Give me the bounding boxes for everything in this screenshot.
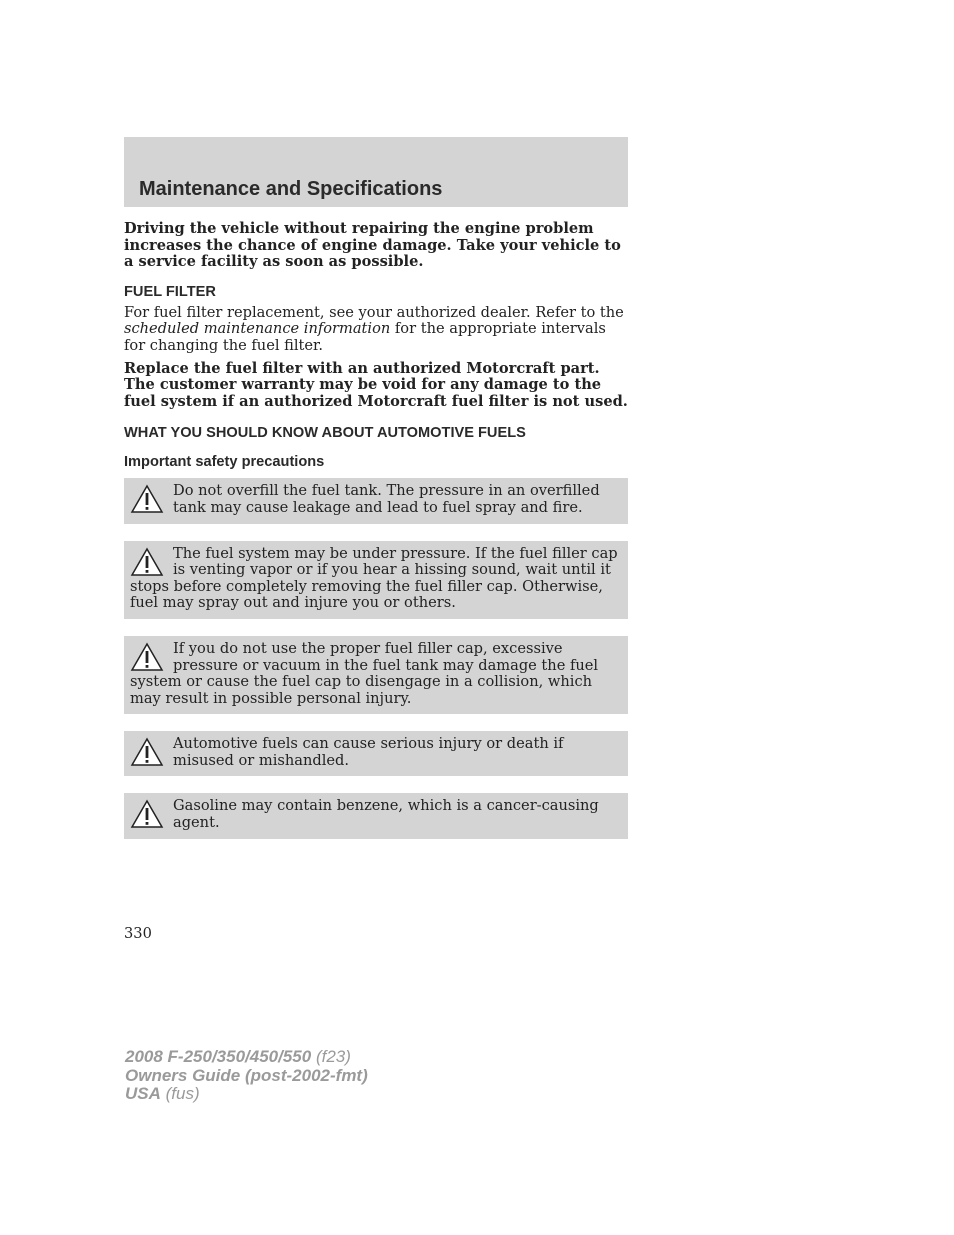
footer-model: 2008 F-250/350/450/550: [125, 1047, 312, 1066]
safety-precautions-subheading: Important safety precautions: [124, 454, 325, 471]
warning-triangle-icon: [130, 737, 164, 767]
warning-box: [124, 636, 628, 714]
fuel-filter-paragraph: [124, 305, 628, 355]
warning-triangle-icon: [130, 799, 164, 829]
fuel-filter-text-end: for the appropriate intervals for changing the fuel filter.: [124, 320, 606, 354]
footer-region-code: (fus): [160, 1084, 200, 1103]
maintenance-info-reference: scheduled maintenance information: [124, 320, 391, 338]
footer-model-code: (f23): [311, 1047, 351, 1066]
section-title: Maintenance and Specifications: [139, 178, 443, 200]
warning-box: [124, 541, 628, 619]
footer-model-line: [125, 1048, 368, 1067]
warning-triangle-icon: [130, 547, 164, 577]
footer-guide-line: Owners Guide (post-2002-fmt): [125, 1065, 368, 1085]
fuel-filter-heading: FUEL FILTER: [124, 283, 216, 300]
warning-triangle-icon: [130, 642, 164, 672]
fuel-filter-text-start: For fuel filter replacement, see your authorized dealer. Refer to the: [124, 303, 624, 321]
motorcraft-warranty-note: Replace the fuel filter with an authorized Motorcraft part. The customer warranty may be void for any damage to the fuel system if an authorized Motorcraft fuel filter is not used.: [124, 359, 628, 410]
warning-text: Automotive fuels can cause serious injury or death if misused or mishandled.: [173, 735, 564, 769]
warning-text: Do not overfill the fuel tank. The pressure in an overfilled tank may cause leakage and lead to fuel spray and fire.: [173, 482, 600, 516]
engine-damage-warning: Driving the vehicle without repairing the engine problem increases the chance of engine damage. Take your vehicle to a service facility as soon as possible.: [124, 220, 621, 271]
warning-box: [124, 793, 628, 838]
section-header-bar: [124, 137, 628, 207]
footer-region: USA: [125, 1084, 161, 1103]
warning-triangle-icon: [130, 484, 164, 514]
warning-text: If you do not use the proper fuel filler cap, excessive pressure or vacuum in the fuel tank may damage the fuel system or cause the fuel cap to disengage in a collision, which may result in possible personal injury.: [130, 639, 599, 707]
warning-text: The fuel system may be under pressure. If the fuel filler cap is venting vapor or if you hear a hissing sound, wait until it stops before completely removing the fuel filler cap. Otherwise, fuel may spray out and injure you or others.: [130, 544, 618, 612]
page-number: 330: [124, 925, 152, 942]
automotive-fuels-heading: WHAT YOU SHOULD KNOW ABOUT AUTOMOTIVE FUELS: [124, 425, 526, 442]
warning-box: [124, 731, 628, 776]
document-footer: [125, 1048, 368, 1104]
warning-text: Gasoline may contain benzene, which is a cancer-causing agent.: [173, 797, 599, 832]
warning-box: [124, 478, 628, 523]
page-content: [124, 221, 628, 839]
footer-region-line: [125, 1085, 368, 1104]
